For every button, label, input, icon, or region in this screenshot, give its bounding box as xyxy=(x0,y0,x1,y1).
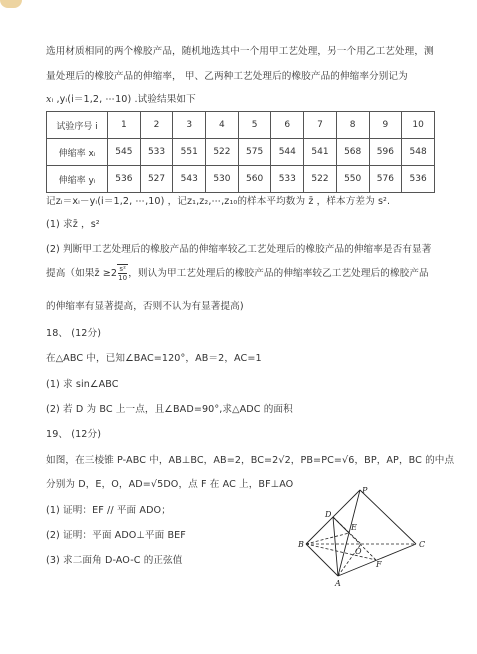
segment-bf xyxy=(306,544,376,560)
problem-18-number: 18、 (12分) xyxy=(46,328,102,339)
q2-text-after: ，则认为甲工艺处理后的橡胶产品的伸缩率较乙工艺处理后的橡胶产品 xyxy=(128,268,429,279)
problem-18-question-2: (2) 若 D 为 BC 上一点，且∠BAD=90°,求△ADC 的面积 xyxy=(46,404,293,415)
question-2-line-1: (2) 判断甲工艺处理后的橡胶产品的伸缩率较乙工艺处理后的橡胶产品的伸缩率是否有显著 xyxy=(46,244,432,255)
problem-intro-line-2: 量处理后的橡胶产品的伸缩率， 甲、乙两种工艺处理后的橡胶产品的伸缩率分别记为 xyxy=(46,71,408,82)
label-e: E xyxy=(351,523,357,532)
table-cell: 536 xyxy=(402,166,435,193)
table-header-cell: 6 xyxy=(271,112,304,139)
segment-ef xyxy=(349,533,376,560)
table-cell: 568 xyxy=(336,139,369,166)
table-cell: 550 xyxy=(336,166,369,193)
fraction-denominator: 10 xyxy=(118,274,128,282)
problem-18-stem: 在△ABC 中，已知∠BAC=120°，AB＝2，AC=1 xyxy=(46,353,262,364)
table-row-label: 伸缩率 xᵢ xyxy=(47,139,108,166)
table-header-cell: 试验序号 i xyxy=(47,112,108,139)
problem-19-number: 19、 (12分) xyxy=(46,429,102,440)
table-cell: 548 xyxy=(402,139,435,166)
problem-19-question-3: (3) 求二面角 D-AO-C 的正弦值 xyxy=(46,555,183,566)
table-cell: 533 xyxy=(271,166,304,193)
table-cell: 560 xyxy=(238,166,271,193)
table-cell: 530 xyxy=(206,166,239,193)
label-b: B xyxy=(298,540,304,549)
variable-x: x xyxy=(46,94,52,105)
edge-ba xyxy=(306,544,338,576)
intro-line-3-rest: ᵢ ,yᵢ(i＝1,2, ⋯10) .试验结果如下 xyxy=(51,94,196,105)
segment-da xyxy=(333,517,338,576)
label-o: O xyxy=(355,547,362,556)
label-a: A xyxy=(335,579,341,588)
question-1: (1) 求z̄ ，s² xyxy=(46,219,100,230)
problem-intro-line-1: 选用材质相同的两个橡胶产品，随机地选其中一个用甲工艺处理，另一个用乙工艺处理，测 xyxy=(46,46,434,57)
problem-19-stem-2: 分别为 D，E，O，AD=√5DO，点 F 在 AC 上，BF⊥AO xyxy=(46,479,294,490)
table-header-cell: 3 xyxy=(173,112,206,139)
question-2-line-2 xyxy=(46,264,429,282)
table-cell: 544 xyxy=(271,139,304,166)
table-cell: 541 xyxy=(304,139,337,166)
label-p: P xyxy=(362,486,368,495)
problem-19-stem-1: 如图，在三棱锥 P-ABC 中，AB⊥BC，AB=2，BC=2√2，PB=PC=√6，BP，AP，BC 的中点 xyxy=(46,455,455,466)
edge-pc xyxy=(360,490,416,544)
label-d: D xyxy=(325,510,332,519)
table-cell: 533 xyxy=(140,139,173,166)
table-cell: 551 xyxy=(173,139,206,166)
table-cell: 522 xyxy=(304,166,337,193)
fraction-numerator: s² xyxy=(119,265,126,273)
table-cell: 576 xyxy=(369,166,402,193)
sqrt-expression xyxy=(117,264,128,282)
table-cell: 522 xyxy=(206,139,239,166)
table-row-x xyxy=(47,139,435,166)
table-header-cell: 4 xyxy=(206,112,239,139)
q2-text-before: 提高（如果z̄ ≥2 xyxy=(46,268,118,279)
table-header-cell: 8 xyxy=(336,112,369,139)
experiment-data-table xyxy=(46,111,435,193)
table-cell: 545 xyxy=(108,139,141,166)
label-f: F xyxy=(376,560,382,569)
question-2-line-3: 的伸缩率有显著提高，否则不认为有显著提高) xyxy=(46,301,244,312)
table-cell: 527 xyxy=(140,166,173,193)
label-c: C xyxy=(419,540,426,549)
problem-intro-line-3 xyxy=(46,91,196,105)
table-header-cell: 10 xyxy=(402,112,435,139)
table-header-cell: 2 xyxy=(140,112,173,139)
table-cell: 575 xyxy=(238,139,271,166)
pyramid-figure xyxy=(296,486,436,590)
fraction xyxy=(118,265,127,282)
problem-18-question-1: (1) 求 sin∠ABC xyxy=(46,379,119,390)
segment-be xyxy=(306,533,349,544)
table-header-cell: 1 xyxy=(108,112,141,139)
definition-line: 记zᵢ＝xᵢ－yᵢ(i＝1,2, ⋯,10) ，记z₁,z₂,⋯,z₁₀的样本平均数为 z̄ ，样本方差为 s². xyxy=(46,196,391,207)
table-cell: 536 xyxy=(108,166,141,193)
table-cell: 596 xyxy=(369,139,402,166)
table-header-cell: 9 xyxy=(369,112,402,139)
problem-19-question-1: (1) 证明：EF // 平面 ADO； xyxy=(46,505,171,516)
table-cell: 543 xyxy=(173,166,206,193)
table-header-row xyxy=(47,112,435,139)
logo-mark xyxy=(0,0,22,8)
table-row-y xyxy=(47,166,435,193)
table-header-cell: 5 xyxy=(238,112,271,139)
table-header-cell: 7 xyxy=(304,112,337,139)
table-row-label: 伸缩率 yᵢ xyxy=(47,166,108,193)
problem-19-question-2: (2) 证明：平面 ADO⊥平面 BEF xyxy=(46,530,186,541)
